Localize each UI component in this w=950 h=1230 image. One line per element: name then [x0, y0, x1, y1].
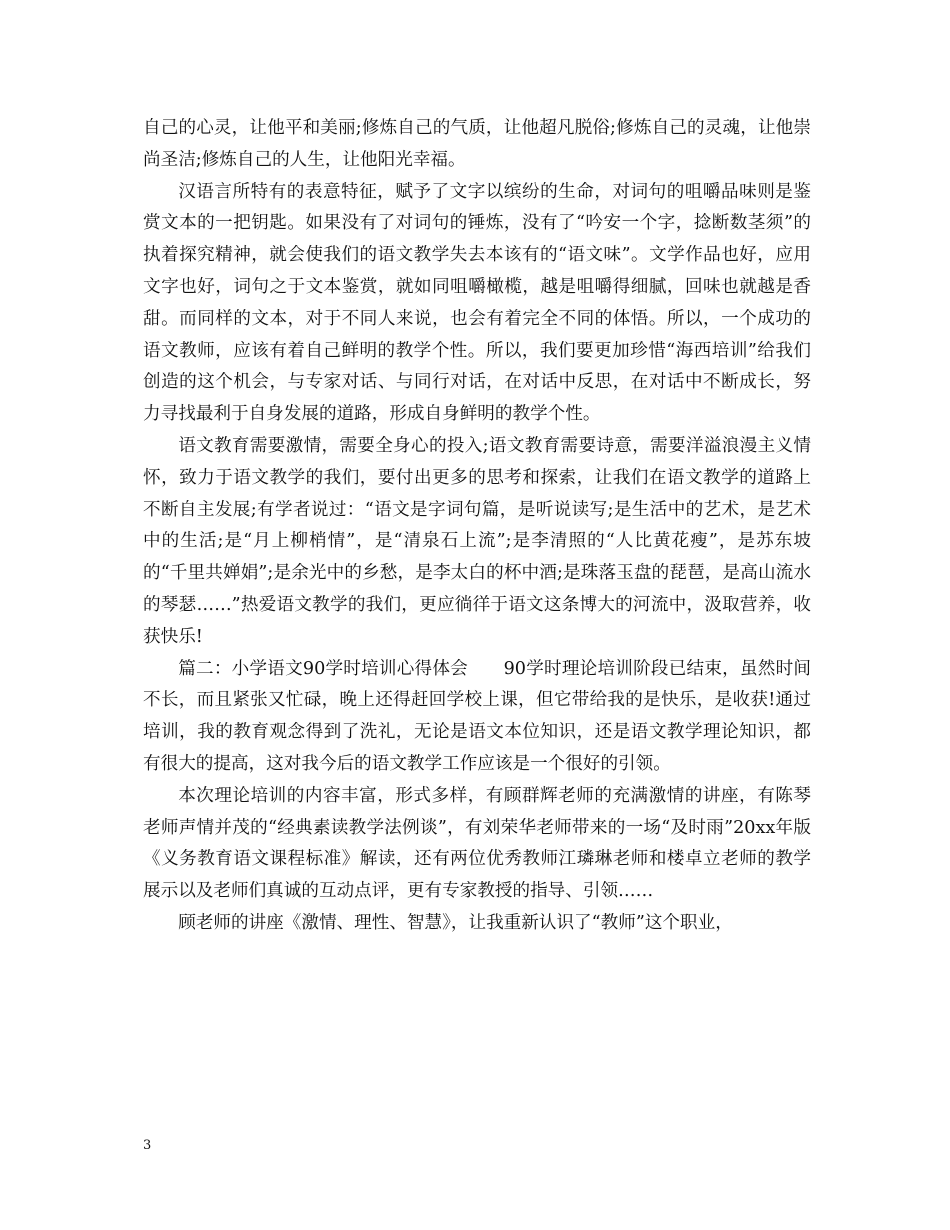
body-text	[143, 113, 811, 940]
page-number: 3	[143, 1138, 152, 1153]
paragraph-1: 自己的心灵，让他平和美丽;修炼自己的气质，让他超凡脱俗;修炼自己的灵魂，让他崇尚圣洁;修炼自己的人生，让他阳光幸福。	[143, 118, 811, 170]
paragraph-4: 篇二：小学语文90学时培训心得体会 90学时理论培训阶段已结束，虽然时间不长，而且紧张又忙碌，晚上还得赶回学校上课，但它带给我的是快乐，是收获!通过培训，我的教育观念得到了洗礼，无论是语文本位知识，还是语文教学理论知识，都有很大的提高，这对我今后的语文教学工作应该是一个很好的引领。	[143, 658, 811, 774]
paragraph-6: 顾老师的讲座《激情、理性、智慧》，让我重新认识了“教师”这个职业，	[178, 912, 733, 933]
paragraph-3: 语文教育需要激情，需要全身心的投入;语文教育需要诗意，需要洋溢浪漫主义情怀，致力于语文教学的我们，要付出更多的思考和探索，让我们在语文教学的道路上不断自主发展;有学者说过：“语文是字词句篇，是听说读写;是生活中的艺术，是艺术中的生活;是“月上柳梢情”，是“清泉石上流”;是李清照的“人比黄花瘦”，是苏东坡的“千里共婵娟”;是余光中的乡愁，是李太白的杯中酒;是珠落玉盘的琵琶，是高山流水的琴瑟……”热爱语文教学的我们，更应徜徉于语文这条博大的河流中，汲取营养，收获快乐!	[143, 435, 811, 647]
paragraph-2: 汉语言所特有的表意特征，赋予了文字以缤纷的生命，对词句的咀嚼品味则是鉴赏文本的一把钥匙。如果没有了对词句的锤炼，没有了“吟安一个字，捻断数茎须”的执着探究精神，就会使我们的语文教学失去本该有的“语文味”。文学作品也好，应用文字也好，词句之于文本鉴赏，就如同咀嚼橄榄，越是咀嚼得细腻，回味也就越是香甜。而同样的文本，对于不同人来说，也会有着完全不同的体悟。所以，一个成功的语文教师，应该有着自己鲜明的教学个性。所以，我们要更加珍惜“海西培训”给我们创造的这个机会，与专家对话、与同行对话，在对话中反思，在对话中不断成长，努力寻找最利于自身发展的道路，形成自身鲜明的教学个性。	[143, 181, 811, 425]
paragraph-5: 本次理论培训的内容丰富，形式多样，有顾群辉老师的充满激情的讲座，有陈琴老师声情并茂的“经典素读教学法例谈”，有刘荣华老师带来的一场“及时雨”20xx年版《义务教育语文课程标准》解读，还有两位优秀教师江璘琳老师和楼卓立老师的教学展示以及老师们真诚的互动点评，更有专家教授的指导、引领……	[143, 785, 811, 902]
